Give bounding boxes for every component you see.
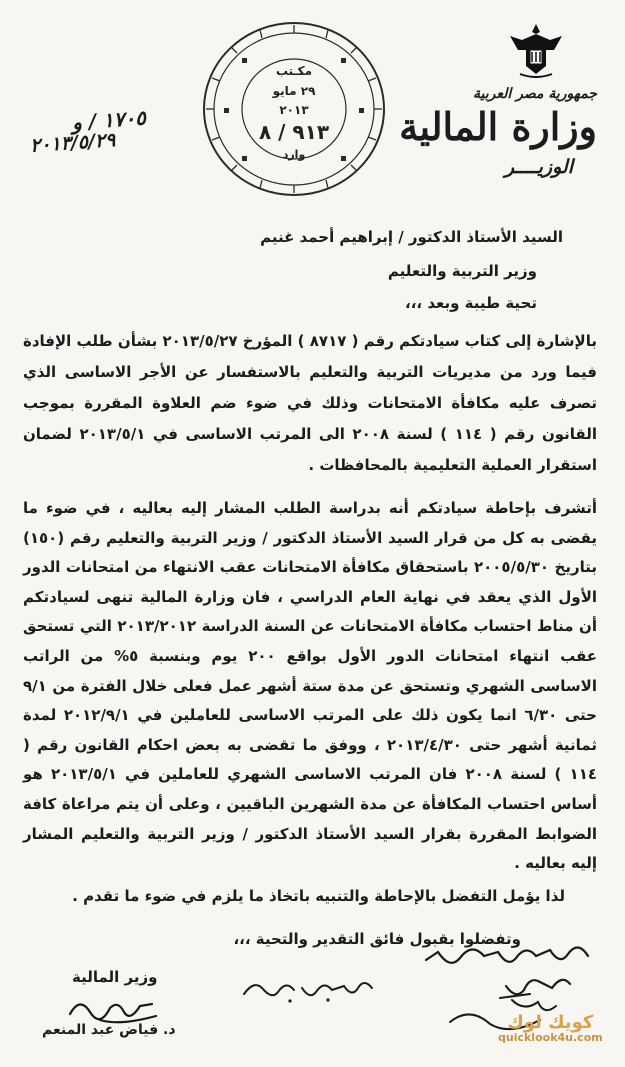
eagle-emblem-icon (506, 20, 566, 80)
signature-title: وزير المالية (72, 968, 158, 986)
body-paragraph-2: أتشرف بإحاطة سيادتكم أنه بدراسة الطلب المشار إليه بعاليه ، في ضوء ما يقضى به كل من قرار السيد الأستاذ الدكتور / وزير التربية والتعليم رقم (١٥٠) بتاريخ ٢٠٠٥/٥/٣٠ باستحقاق مكافأة الامتحانات عقب الانتهاء من امتحانات الدور الأول الذي يعقد في نهاية العام الدراسي ، فان وزارة المالية تنهى لسيادتكم أن مناط احتساب مكافأة الامتحانات عن السنة الدراسة ٢٠١٣/٢٠١٢ التي تستحق عقب انتهاء امتحانات الدور الأول بواقع ٢٠٠ يوم وبنسبة ٥% من الراتب الاساسى الشهري وتستحق عن مدة ستة أشهر عمل فعلى خلال الفترة من ٩/١ حتى ٦/٣٠ انما يكون ذلك على المرتب الاساسى للعاملين في ٢٠١٢/٩/١ لمدة ثمانية أشهر حتى ٢٠١٣/٤/٣٠ ، ووفق ما تقضى به بعض احكام القانون رقم ( ١١٤ ) لسنة ٢٠٠٨ فان المرتب الاساسى الشهري للعاملين في ٢٠١٣/٥/١ هو أساس احتساب المكافأة عن مدة الشهرين الباقيين ، وعلى أن يتم مراعاة كافة الضوابط المقررة بقرار السيد الأستاذ الدكتور / وزير التربية والتعليم المشار إليه بعاليه . (23, 499, 598, 873)
stamp-date-year: ٢٠١٣ (279, 103, 309, 117)
site-watermark (498, 1012, 603, 1044)
addressee-title: وزير التربية والتعليم (387, 262, 537, 280)
addressee-name: السيد الأستاذ الدكتور / إبراهيم أحمد غنيم (260, 228, 563, 246)
body-paragraph-1: بالإشارة إلى كتاب سيادتكم رقم ( ٨٧١٧ ) المؤرخ ٢٠١٣/٥/٢٧ بشأن طلب الإفادة فيما ورد من مديريات التربية والتعليم بالاستفسار عن الأجر الاساسى الذي تصرف عليه مكافأة الامتحانات وذلك في ضوء ضم العلاوة المقررة بموجب القانون رقم ( ١١٤ ) لسنة ٢٠٠٨ الى المرتب الاساسى في ٢٠١٣/٥/١ لضمان استقرار العملية التعليمية بالمحافظات . (23, 332, 597, 474)
signature-name: د. فياض عبد المنعم (42, 1022, 176, 1038)
letterhead-republic: جمهورية مصر العربية (473, 86, 597, 102)
greeting: تحية طيبة وبعد ،،، (405, 294, 537, 312)
watermark-title: كويك لوك (507, 1012, 594, 1033)
stamp-date-day: ٢٩ مايو (272, 84, 316, 98)
letterhead-ministry: وزارة المالية (399, 104, 597, 149)
stamp-office-label: مكـتب (275, 64, 313, 78)
closing-request: لذا يؤمل التفضل بالإحاطة والتنبيه باتخاذ ما يلزم في ضوء ما تقدم . (72, 887, 565, 905)
reference-number: ١٧٠٥ / و (71, 105, 147, 135)
letterhead-minister: الوزيــــر (504, 156, 573, 178)
watermark-site: quicklook4u.com (498, 1031, 603, 1044)
stamp-received-label: وارد (282, 148, 306, 161)
reference-date: ٢٠١٣/٥/٢٩ (29, 129, 116, 157)
closing-salutation: وتفضلوا بقبول فائق التقدير والتحية ،،، (233, 930, 521, 948)
office-stamp (198, 18, 390, 200)
handwritten-regards (232, 972, 382, 1008)
stamp-number: ٩١٣ / ٨ (258, 120, 330, 144)
